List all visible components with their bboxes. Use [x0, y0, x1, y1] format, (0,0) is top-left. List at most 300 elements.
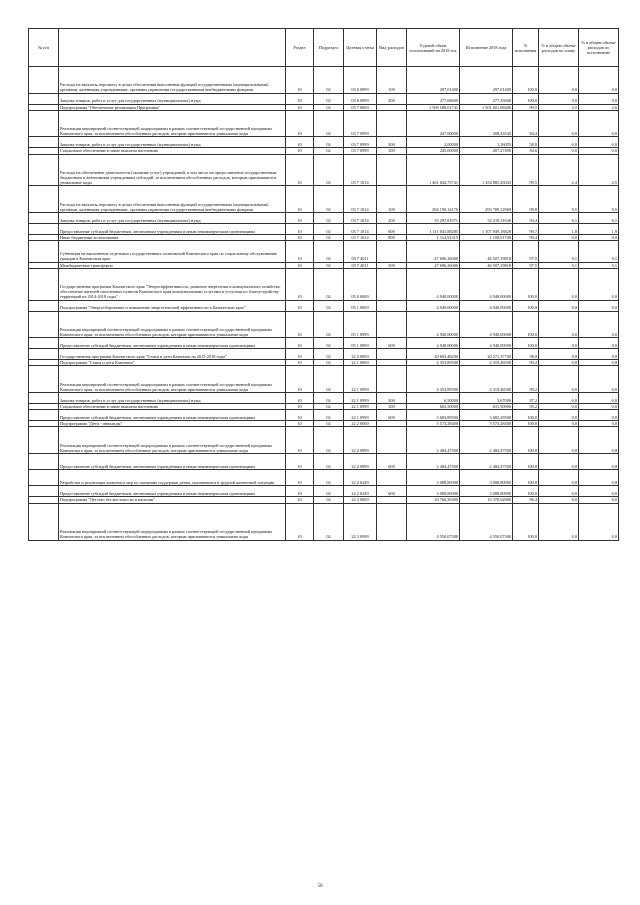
cell-pct: 99,4: [513, 234, 539, 240]
cell-ispoln: 4 940,00000: [460, 300, 513, 311]
cell-plan: 4 353,89500: [407, 360, 460, 366]
cell-name: Предоставление субсидий бюджетным, автономным учреждениям и иным некоммерческим организациям: [59, 486, 286, 497]
cell-pct: 84,4: [513, 110, 539, 137]
cell-pct: 99,7: [513, 223, 539, 234]
cell-podrazdel: 02: [314, 93, 344, 104]
cell-plan: 5 573,28400: [407, 421, 460, 427]
cell-pct: 100,0: [513, 410, 539, 421]
cell-share-isp: 0,0: [579, 366, 619, 393]
cell-name: Государственная программа Камчатского края "Энергоэффективность, развитие энергетики и коммунального хозяйства, обеспечение жителей населенных пунктов Камчатского края коммунальными услугами и услугами по благоустройству территорий на 2014-2018 годы": [59, 268, 286, 300]
cell-plan: 4 940,00000: [407, 338, 460, 349]
cell-share-plan: 0,0: [539, 300, 579, 311]
cell-name: Предоставление субсидий бюджетным, автономным учреждениям и иным некоммерческим организациям: [59, 223, 286, 234]
cell-plan: 245,00000: [407, 148, 460, 154]
cell-share-plan: 2,4: [539, 154, 579, 186]
cell-razdel: 10: [286, 212, 314, 223]
cell-podrazdel: 02: [314, 110, 344, 137]
cell-pct: 100,0: [513, 311, 539, 338]
cell-csr: 22 2 0999: [344, 427, 377, 454]
cell-plan: 3 088,80900: [407, 486, 460, 497]
cell-name: Социальное обеспечение и иные выплаты населению: [59, 403, 286, 409]
cell-csr: 03 6 0999: [344, 93, 377, 104]
table-body: [29, 67, 619, 541]
cell-podrazdel: 02: [314, 338, 344, 349]
cell-csr: 22 0 0000: [344, 349, 377, 360]
cell-vr: [377, 268, 407, 300]
cell-pct: 100,0: [513, 470, 539, 486]
cell-share-plan: 0,0: [539, 486, 579, 497]
cell-vr: 200: [377, 212, 407, 223]
cell-share-isp: 0,0: [579, 300, 619, 311]
cell-razdel: 10: [286, 311, 314, 338]
cell-vr: [377, 503, 407, 540]
cell-share-isp: 0,5: [579, 186, 619, 213]
cell-ispoln: 3 088,80900: [460, 486, 513, 497]
budget-table-sheet: [28, 28, 618, 541]
cell-vr: 100: [377, 186, 407, 213]
table-row: [29, 93, 619, 104]
cell-share-plan: 0,0: [539, 110, 579, 137]
table-row: [29, 268, 619, 300]
cell-name: Реализация мероприятий соответствующей подпрограммы в рамках соответствующей государственной программы Камчатского края, за исключением обособленных расходов, которым присваиваются уникальные коды: [59, 427, 286, 454]
cell-plan: 2 484,47500: [407, 427, 460, 454]
cell-share-isp: 0,0: [579, 392, 619, 403]
header-csr: Целевая статья: [344, 29, 377, 67]
cell-num: [29, 186, 59, 213]
header-vr: Вид расходов: [377, 29, 407, 67]
table-row: [29, 338, 619, 349]
cell-name: Реализация мероприятий соответствующей подпрограммы в рамках соответствующей государственной программы Камчатского края, за исключением обособленных расходов, которым присваиваются уникальные коды: [59, 366, 286, 393]
cell-share-isp: 0,0: [579, 410, 619, 421]
cell-pct: 97,5: [513, 241, 539, 262]
cell-num: [29, 503, 59, 540]
cell-plan: 3 088,80900: [407, 470, 460, 486]
cell-name: Предоставление субсидий бюджетным, автономным учреждениям и иным некоммерческим организациям: [59, 453, 286, 469]
cell-vr: [377, 470, 407, 486]
cell-share-plan: 0,0: [539, 311, 579, 338]
cell-pct: 97,5: [513, 262, 539, 268]
cell-name: Подпрограмма "Семья и дети Камчатки": [59, 360, 286, 366]
table-row: [29, 212, 619, 223]
cell-razdel: 10: [286, 234, 314, 240]
cell-pct: 100,0: [513, 338, 539, 349]
header-podrazdel: Подраздел: [314, 29, 344, 67]
cell-csr: 22 1 0000: [344, 360, 377, 366]
cell-razdel: 10: [286, 366, 314, 393]
cell-csr: 03 7 1014: [344, 186, 377, 213]
cell-share-isp: 0,0: [579, 486, 619, 497]
cell-pct: 99,8: [513, 186, 539, 213]
table-row: [29, 311, 619, 338]
cell-ispoln: 3 088,80900: [460, 470, 513, 486]
cell-razdel: 10: [286, 268, 314, 300]
cell-num: [29, 268, 59, 300]
cell-ispoln: 2 484,47500: [460, 427, 513, 454]
cell-name: Расходы на обеспечение деятельности (оказание услуг) учреждений, в том числе на предоставление государственным бюджетным и автономным учреждениям субсидий, за исключением обособленных расходов, которым присваиваются уникальные коды: [59, 154, 286, 186]
cell-vr: 600: [377, 486, 407, 497]
cell-pct: 100,0: [513, 300, 539, 311]
cell-vr: 500: [377, 262, 407, 268]
cell-csr: 22 2 6249: [344, 486, 377, 497]
table-row: [29, 154, 619, 186]
cell-razdel: 10: [286, 223, 314, 234]
cell-csr: 22 3 0999: [344, 503, 377, 540]
cell-share-plan: 0,0: [539, 349, 579, 360]
cell-ispoln: 1 501 601,08406: [460, 104, 513, 110]
cell-podrazdel: 02: [314, 148, 344, 154]
cell-vr: 200: [377, 137, 407, 148]
cell-podrazdel: 02: [314, 67, 344, 94]
table-row: [29, 486, 619, 497]
cell-csr: 05 1 0999: [344, 338, 377, 349]
cell-podrazdel: 02: [314, 410, 344, 421]
cell-csr: 03 7 4011: [344, 241, 377, 262]
cell-share-plan: 0,0: [539, 137, 579, 148]
budget-table: [28, 28, 619, 541]
cell-razdel: 10: [286, 360, 314, 366]
cell-podrazdel: 02: [314, 268, 344, 300]
cell-csr: 22 3 0000: [344, 497, 377, 503]
cell-razdel: 10: [286, 67, 314, 94]
cell-podrazdel: 02: [314, 241, 344, 262]
cell-num: [29, 486, 59, 497]
cell-razdel: 10: [286, 148, 314, 154]
table-row: [29, 186, 619, 213]
cell-plan: 247,00000: [407, 110, 460, 137]
cell-share-isp: 0,0: [579, 234, 619, 240]
cell-pct: 99,2: [513, 366, 539, 393]
table-row: [29, 427, 619, 454]
cell-podrazdel: 02: [314, 486, 344, 497]
cell-vr: [377, 349, 407, 360]
cell-csr: 03 7 0999: [344, 137, 377, 148]
cell-vr: 100: [377, 67, 407, 94]
cell-num: [29, 470, 59, 486]
cell-share-plan: 0,5: [539, 186, 579, 213]
cell-podrazdel: 02: [314, 503, 344, 540]
cell-razdel: 10: [286, 154, 314, 186]
cell-name: Разработка и реализация комплекса мер по оказанию поддержки детям, оказавшимся в трудной жизненной ситуации: [59, 470, 286, 486]
cell-ispoln: 4 940,00000: [460, 268, 513, 300]
table-row: [29, 453, 619, 469]
cell-vr: [377, 241, 407, 262]
cell-name: Подпрограмма "Энергосбережение и повышение энергетической эффективности в Камчатском крае": [59, 300, 286, 311]
cell-name: Закупка товаров, работ и услуг для государственных (муниципальных) нужд: [59, 392, 286, 403]
cell-plan: 4 550,07300: [407, 503, 460, 540]
cell-razdel: 10: [286, 392, 314, 403]
cell-plan: 4 940,00000: [407, 300, 460, 311]
cell-name: Расходы на выплаты персоналу в целях обеспечения выполнения функций государственными (муниципальными) органами, казенными учреждениями, органами управления государственными внебюджетными фондами: [59, 67, 286, 94]
cell-vr: [377, 154, 407, 186]
cell-podrazdel: 02: [314, 349, 344, 360]
cell-podrazdel: 02: [314, 262, 344, 268]
cell-razdel: 10: [286, 93, 314, 104]
table-row: [29, 392, 619, 403]
cell-share-plan: 0,1: [539, 241, 579, 262]
cell-plan: 2 484,47500: [407, 453, 460, 469]
cell-csr: 05 1 0000: [344, 300, 377, 311]
cell-share-isp: 0,0: [579, 338, 619, 349]
cell-pct: 99,5: [513, 104, 539, 110]
cell-name: Субвенции на выполнение отдельных государственных полномочий Камчатского края по социальному обслуживанию граждан в Камчатском крае: [59, 241, 286, 262]
cell-share-isp: 1,9: [579, 223, 619, 234]
cell-pct: 95,2: [513, 403, 539, 409]
cell-razdel: 10: [286, 110, 314, 137]
cell-podrazdel: 02: [314, 300, 344, 311]
cell-pct: 100,0: [513, 486, 539, 497]
cell-name: Расходы на выплаты персоналу в целях обеспечения выполнения функций государственными (муниципальными) органами, казенными учреждениями, органами управления государственными внебюджетными фондами: [59, 186, 286, 213]
header-name: [59, 29, 286, 67]
cell-razdel: 10: [286, 262, 314, 268]
cell-plan: 10 766,30300: [407, 497, 460, 503]
cell-name: Предоставление субсидий бюджетным, автономным учреждениям и иным некоммерческим организациям: [59, 410, 286, 421]
cell-ispoln: 1,16055: [460, 137, 513, 148]
cell-ispoln: 2 484,47500: [460, 453, 513, 469]
cell-razdel: 10: [286, 137, 314, 148]
cell-ispoln: 4 319,46500: [460, 366, 513, 393]
cell-ispoln: 4 940,00000: [460, 338, 513, 349]
cell-podrazdel: 02: [314, 403, 344, 409]
cell-csr: 22 2 6249: [344, 470, 377, 486]
cell-num: [29, 410, 59, 421]
cell-share-isp: 0,0: [579, 268, 619, 300]
cell-pct: 100,0: [513, 93, 539, 104]
cell-razdel: 10: [286, 486, 314, 497]
cell-razdel: 10: [286, 104, 314, 110]
cell-share-isp: 2,6: [579, 104, 619, 110]
table-row: [29, 503, 619, 540]
cell-share-isp: 0,0: [579, 427, 619, 454]
cell-plan: 55 297,81971: [407, 212, 460, 223]
cell-csr: 22 1 0999: [344, 410, 377, 421]
cell-razdel: 10: [286, 410, 314, 421]
cell-podrazdel: 02: [314, 366, 344, 393]
cell-share-plan: 0,0: [539, 268, 579, 300]
cell-share-plan: 2,5: [539, 104, 579, 110]
cell-razdel: 10: [286, 349, 314, 360]
cell-ispoln: 5 573,28400: [460, 421, 513, 427]
cell-razdel: 10: [286, 403, 314, 409]
cell-podrazdel: 02: [314, 453, 344, 469]
cell-share-plan: 0,1: [539, 262, 579, 268]
cell-share-isp: 0,0: [579, 110, 619, 137]
cell-plan: 297,01400: [407, 67, 460, 94]
cell-razdel: 10: [286, 300, 314, 311]
cell-ispoln: 10 378,62800: [460, 497, 513, 503]
table-row: [29, 300, 619, 311]
cell-vr: 300: [377, 403, 407, 409]
cell-share-plan: 0,0: [539, 453, 579, 469]
cell-plan: 294 190,14170: [407, 186, 460, 213]
cell-plan: 2,00000: [407, 137, 460, 148]
header-pct-share-isp: % в общем объеме расходов по исполнению: [579, 29, 619, 67]
header-razdel: Раздел: [286, 29, 314, 67]
cell-name: Закупка товаров, работ и услуг для государственных (муниципальных) нужд: [59, 93, 286, 104]
cell-pct: 98,0: [513, 349, 539, 360]
cell-vr: [377, 311, 407, 338]
cell-podrazdel: 02: [314, 360, 344, 366]
cell-share-isp: 0,0: [579, 148, 619, 154]
cell-share-isp: 0,0: [579, 503, 619, 540]
cell-share-isp: 0,0: [579, 137, 619, 148]
cell-name: Подпрограмма "Дети - инвалиды": [59, 421, 286, 427]
cell-ispoln: 208,43545: [460, 110, 513, 137]
cell-share-plan: 0,0: [539, 410, 579, 421]
table-row: [29, 67, 619, 94]
cell-pct: 100,0: [513, 421, 539, 427]
cell-ispoln: 5,67000: [460, 392, 513, 403]
cell-plan: 1 461 644,75741: [407, 154, 460, 186]
cell-pct: 94,4: [513, 212, 539, 223]
cell-name: Подпрограмма "Обеспечение реализации Программы": [59, 104, 286, 110]
cell-share-isp: 0,1: [579, 212, 619, 223]
cell-ispoln: 293 709,12869: [460, 186, 513, 213]
cell-share-plan: 0,0: [539, 360, 579, 366]
cell-plan: 4 940,00000: [407, 268, 460, 300]
table-row: [29, 470, 619, 486]
table-row: [29, 349, 619, 360]
cell-share-isp: 0,0: [579, 311, 619, 338]
cell-share-isp: 0,0: [579, 470, 619, 486]
cell-share-plan: 0,0: [539, 392, 579, 403]
cell-name: Реализация мероприятий соответствующей подпрограммы в рамках соответствующей государственной программы Камчатского края, за исключением обособленных расходов, которым присваиваются уникальные коды: [59, 311, 286, 338]
cell-plan: 47 696,26000: [407, 241, 460, 262]
cell-csr: 03 7 1014: [344, 223, 377, 234]
cell-num: [29, 154, 59, 186]
cell-ispoln: 1 107 849,18828: [460, 223, 513, 234]
cell-podrazdel: 02: [314, 311, 344, 338]
cell-share-plan: 0,0: [539, 503, 579, 540]
cell-share-isp: 0,1: [579, 241, 619, 262]
cell-pct: 100,0: [513, 453, 539, 469]
cell-num: [29, 427, 59, 454]
cell-name: Реализация мероприятий соответствующей подпрограммы в рамках соответствующей государственной программы Камчатского края, за исключением обособленных расходов, которым присваиваются уникальные коды: [59, 503, 286, 540]
cell-razdel: 10: [286, 453, 314, 469]
table-row: [29, 223, 619, 234]
cell-podrazdel: 02: [314, 427, 344, 454]
cell-pct: 100,0: [513, 427, 539, 454]
cell-plan: 3 683,89500: [407, 410, 460, 421]
cell-ispoln: 4 940,00000: [460, 311, 513, 338]
cell-csr: 22 1 0999: [344, 392, 377, 403]
cell-razdel: 10: [286, 241, 314, 262]
cell-pct: 84,6: [513, 148, 539, 154]
cell-ispoln: 631,50000: [460, 403, 513, 409]
cell-ispoln: 20 271,37700: [460, 349, 513, 360]
cell-name: Закупка товаров, работ и услуг для государственных (муниципальных) нужд: [59, 137, 286, 148]
page-number: 50: [317, 884, 323, 889]
cell-ispoln: 4 319,46500: [460, 360, 513, 366]
table-row: [29, 410, 619, 421]
cell-name: Межбюджетные трансферты: [59, 262, 286, 268]
cell-name: Иные бюджетные ассигнования: [59, 234, 286, 240]
cell-vr: 200: [377, 93, 407, 104]
cell-podrazdel: 02: [314, 212, 344, 223]
cell-num: [29, 338, 59, 349]
header-ispoln: Исполнение 2018 года: [460, 29, 513, 67]
cell-share-isp: 0,0: [579, 67, 619, 94]
cell-share-isp: 2,5: [579, 154, 619, 186]
cell-share-plan: 0,0: [539, 338, 579, 349]
cell-num: [29, 366, 59, 393]
cell-podrazdel: 02: [314, 104, 344, 110]
cell-share-isp: 0,0: [579, 421, 619, 427]
cell-vr: 300: [377, 148, 407, 154]
cell-podrazdel: 02: [314, 234, 344, 240]
header-num: № п/п: [29, 29, 59, 67]
cell-podrazdel: 02: [314, 392, 344, 403]
cell-plan: 47 696,26000: [407, 262, 460, 268]
cell-share-isp: 0,0: [579, 497, 619, 503]
cell-share-plan: 0,0: [539, 234, 579, 240]
cell-share-plan: 0,1: [539, 212, 579, 223]
cell-plan: 277,68600: [407, 93, 460, 104]
cell-plan: 1 111 041,88285: [407, 223, 460, 234]
cell-share-plan: 0,0: [539, 470, 579, 486]
cell-plan: 4 940,00000: [407, 311, 460, 338]
cell-pct: 87,2: [513, 392, 539, 403]
cell-vr: 600: [377, 223, 407, 234]
cell-ispoln: 277,55600: [460, 93, 513, 104]
cell-pct: 99,2: [513, 360, 539, 366]
cell-plan: 663,50000: [407, 403, 460, 409]
cell-podrazdel: 02: [314, 186, 344, 213]
cell-name: Реализация мероприятий соответствующей подпрограммы в рамках соответствующей государственной программы Камчатского края, за исключением обособленных расходов, которым присваиваются уникальные коды: [59, 110, 286, 137]
cell-plan: 20 693,48200: [407, 349, 460, 360]
cell-pct: 100,0: [513, 67, 539, 94]
cell-razdel: 10: [286, 497, 314, 503]
cell-num: [29, 311, 59, 338]
cell-share-isp: 0,0: [579, 453, 619, 469]
cell-share-plan: 0,0: [539, 366, 579, 393]
header-pct-share: % в общем объеме расходов по плану: [539, 29, 579, 67]
cell-vr: [377, 300, 407, 311]
cell-num: [29, 349, 59, 360]
table-row: [29, 137, 619, 148]
cell-pct: 100,0: [513, 268, 539, 300]
cell-razdel: 10: [286, 470, 314, 486]
cell-num: [29, 392, 59, 403]
cell-ispoln: 297,01400: [460, 67, 513, 94]
cell-podrazdel: 02: [314, 154, 344, 186]
cell-ispoln: 52 219,11638: [460, 212, 513, 223]
cell-share-plan: 0,0: [539, 148, 579, 154]
cell-csr: 05 0 0000: [344, 268, 377, 300]
cell-ispoln: 3 682,29500: [460, 410, 513, 421]
cell-ispoln: 46 507,19818: [460, 241, 513, 262]
cell-share-isp: 0,0: [579, 403, 619, 409]
cell-podrazdel: 02: [314, 137, 344, 148]
cell-razdel: 10: [286, 338, 314, 349]
cell-csr: 22 2 0000: [344, 421, 377, 427]
cell-share-plan: 0,0: [539, 421, 579, 427]
cell-podrazdel: 02: [314, 470, 344, 486]
table-row: [29, 366, 619, 393]
cell-share-plan: 0,0: [539, 427, 579, 454]
cell-share-isp: 0,1: [579, 262, 619, 268]
cell-csr: 03 7 1014: [344, 234, 377, 240]
cell-csr: 22 2 0999: [344, 453, 377, 469]
cell-name: Государственная программа Камчатского края "Семья и дети Камчатки на 2015-2018 годы": [59, 349, 286, 360]
cell-plan: 1 509 588,01741: [407, 104, 460, 110]
table-row: [29, 110, 619, 137]
table-header-row: [29, 29, 619, 67]
cell-vr: 600: [377, 338, 407, 349]
cell-share-isp: 0,0: [579, 349, 619, 360]
cell-share-isp: 0,0: [579, 93, 619, 104]
cell-razdel: 10: [286, 186, 314, 213]
cell-name: Закупка товаров, работ и услуг для государственных (муниципальных) нужд: [59, 212, 286, 223]
